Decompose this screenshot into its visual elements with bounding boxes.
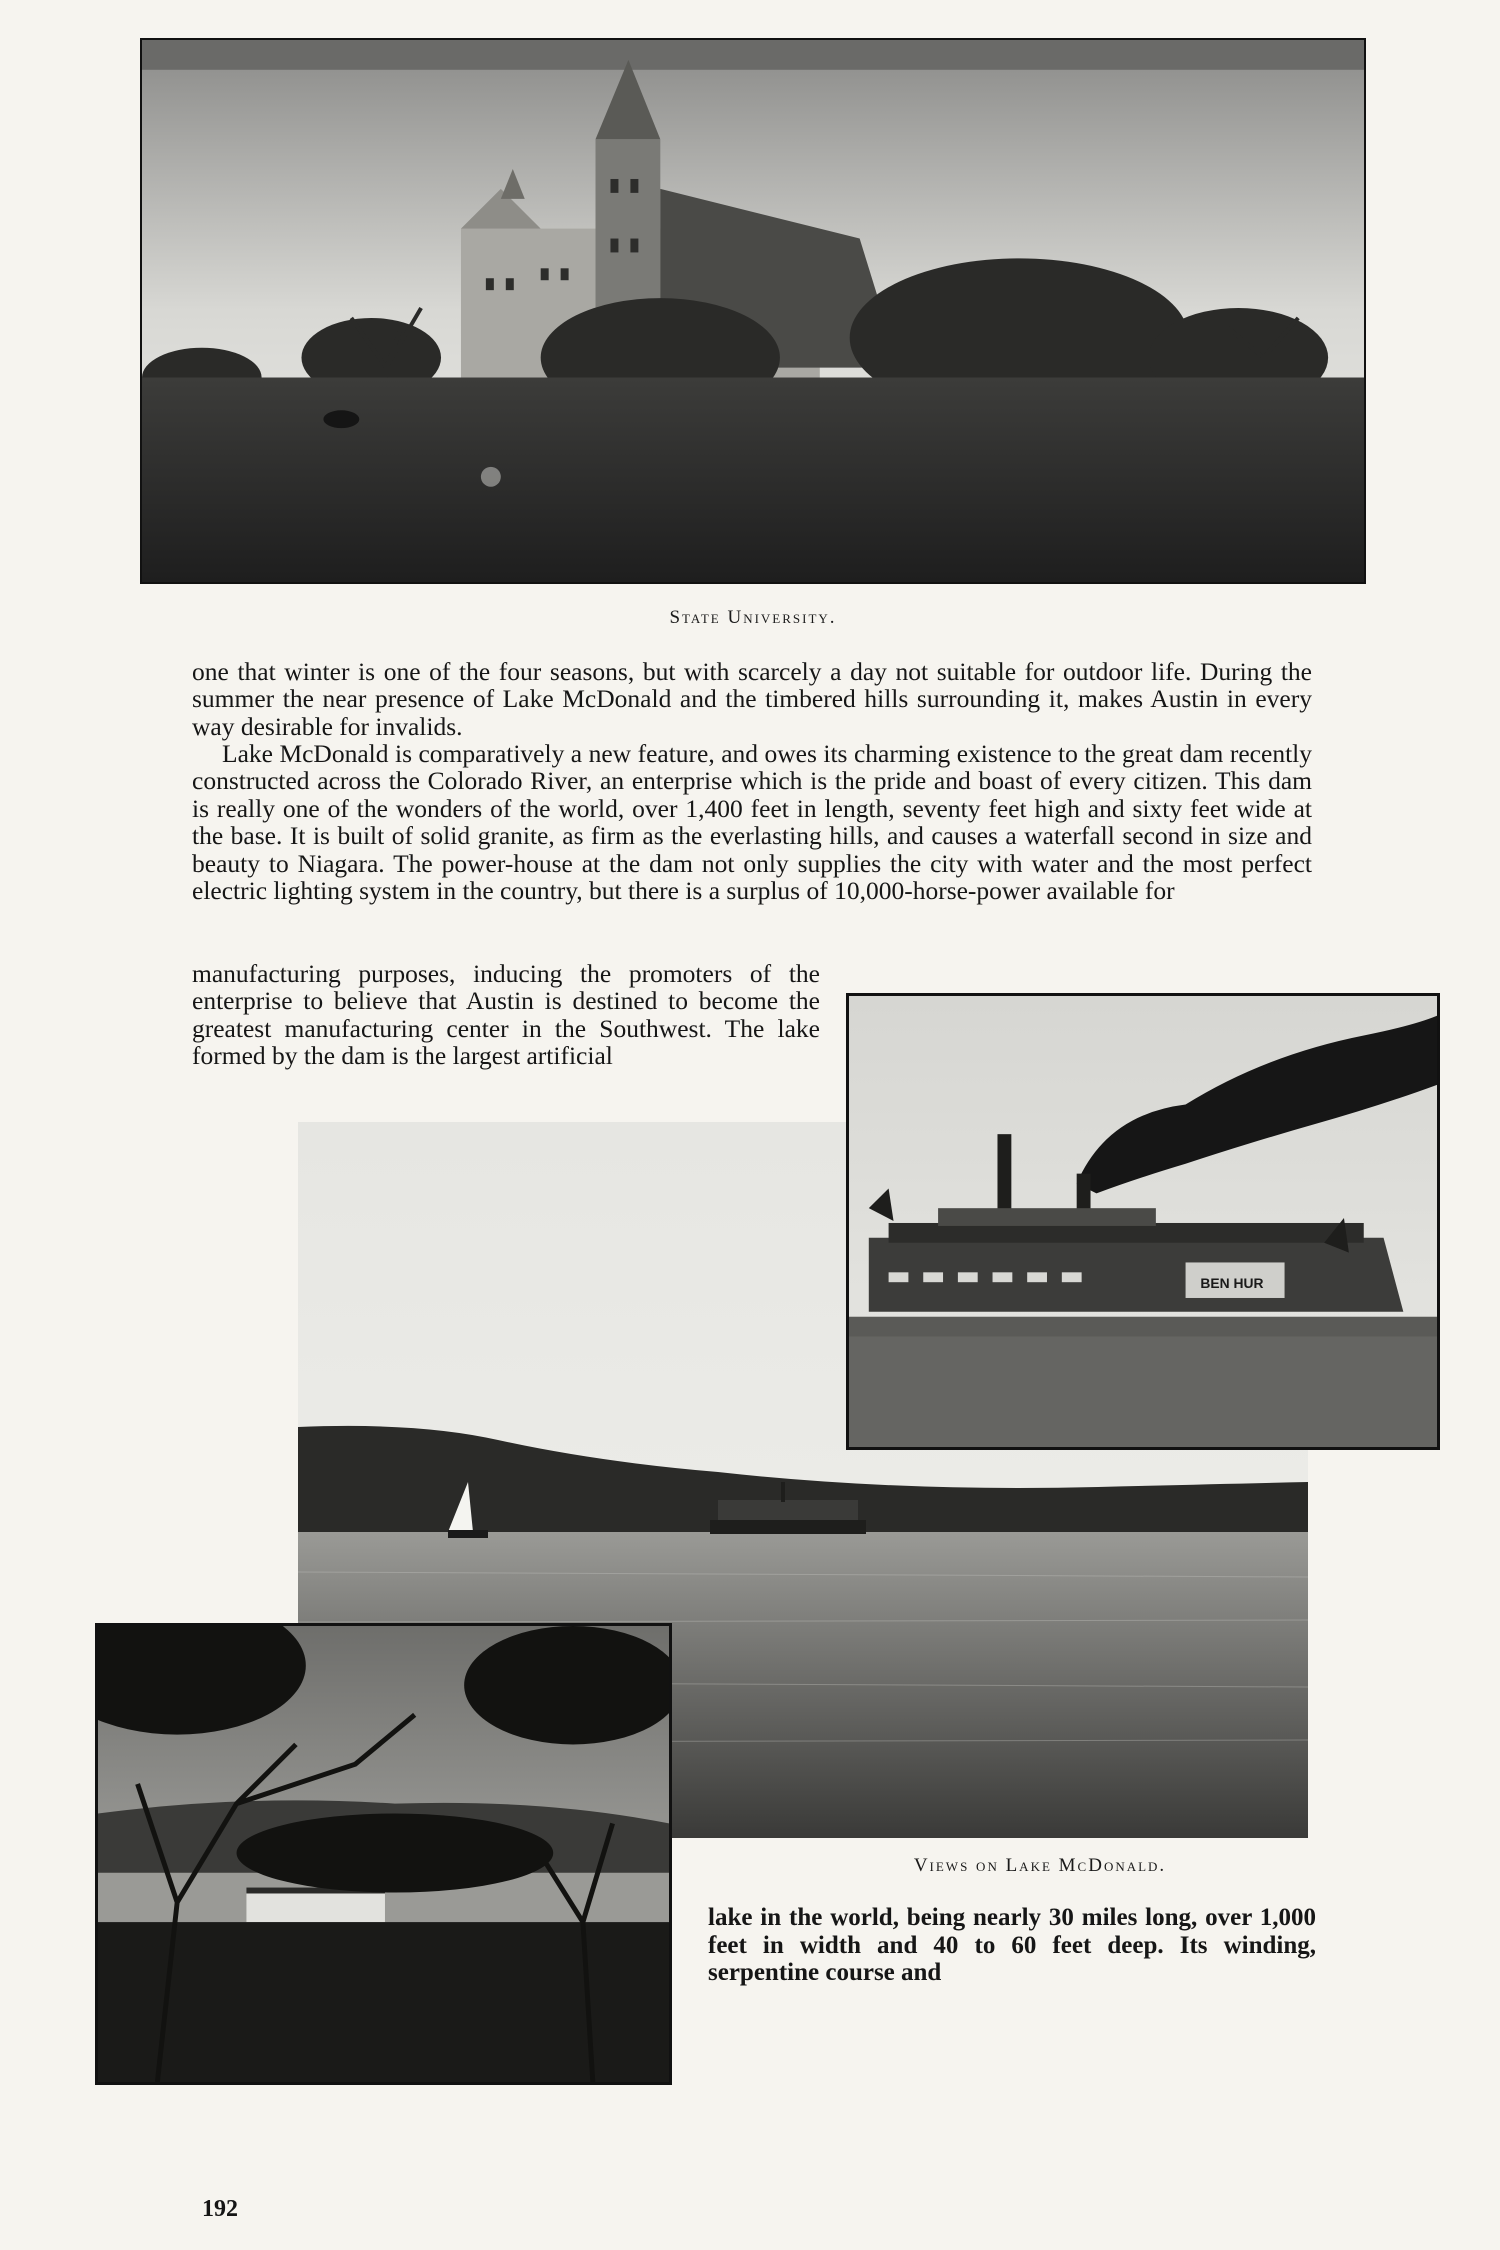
paragraph-manufacturing: manufacturing purposes, inducing the promoters of the enterprise to believe that Austin is destined to become the greatest manufacturing center in the Southwest. The lake formed by the dam is the largest artificial [192, 959, 820, 1071]
paragraph-lake-dimensions: lake in the world, being nearly 30 miles long, over 1,000 feet in width and 40 to 60 feet deep. Its winding, serpentine course and [708, 1904, 1316, 1986]
lakeshore-trees-photo [95, 1623, 672, 2085]
steamer-ben-hur-photo [846, 993, 1440, 1450]
page-number: 192 [202, 2196, 238, 2222]
steamer-name-label: BEN HUR [1200, 1275, 1264, 1292]
paragraph-intro: one that winter is one of the four seasons, but with scarcely a day not suitable for outdoor life. During the summer the near presence of Lake McDonald and the timbered hills surrounding it, makes Austin in every way desirable for invalids. [192, 657, 1312, 741]
paragraph-lake-mcdonald: Lake McDonald is comparatively a new feature, and owes its charming existence to the great dam recently constructed across the Colorado River, an enterprise which is the pride and boast of every citizen. This dam is really one of the wonders of the world, over 1,400 feet in length, seventy feet high and sixty feet wide at the base. It is built of solid granite, as firm as the everlasting hills, and causes a waterfall second in size and beauty to Niagara. The power-house at the dam not only supplies the city with water and the most perfect electric lighting system in the country, but there is a surplus of 10,000-horse-power available for [192, 739, 1312, 906]
state-university-photo [140, 38, 1366, 584]
state-university-caption: State University. [669, 607, 837, 628]
lake-views-caption: Views on Lake McDonald. [913, 1855, 1167, 1876]
